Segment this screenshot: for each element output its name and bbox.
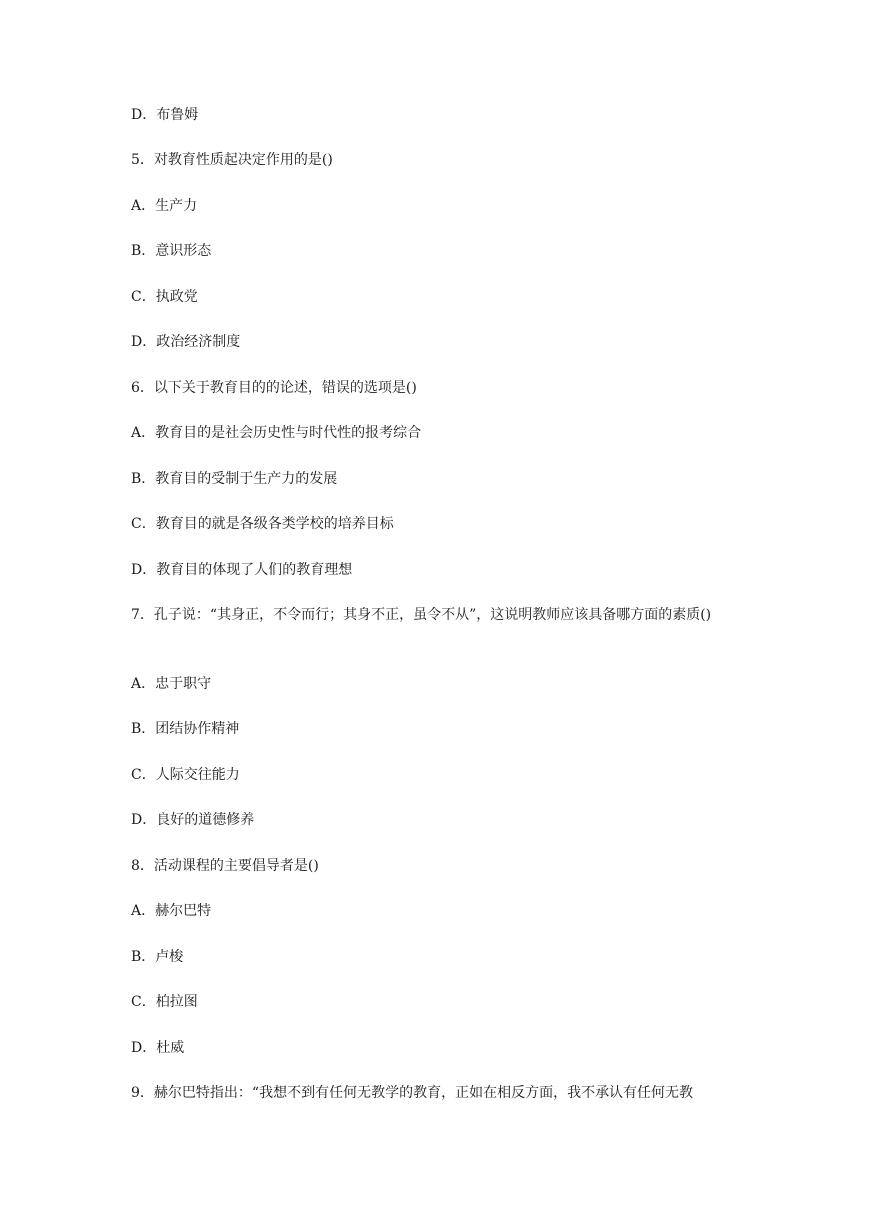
option-a-q6: A．教育目的是社会历史性与时代性的报考综合 <box>131 425 422 441</box>
option-a-q8: A．赫尔巴特 <box>131 903 212 919</box>
question-9: 9．赫尔巴特指出：“我想不到有任何无教学的教育，正如在相反方面，我不承认有任何无教 <box>131 1085 694 1101</box>
option-c-q8: C．柏拉图 <box>131 994 198 1010</box>
option-c-q6: C．教育目的就是各级各类学校的培养目标 <box>131 516 394 532</box>
question-7: 7．孔子说：“其身正，不令而行；其身不正，虽令不从”，这说明教师应该具备哪方面的素质() <box>131 607 712 623</box>
option-d-q6: D．教育目的体现了人们的教育理想 <box>131 562 353 578</box>
question-6: 6．以下关于教育目的的论述，错误的选项是() <box>131 380 417 396</box>
option-a-q5: A．生产力 <box>131 198 198 214</box>
option-d-q5: D．政治经济制度 <box>131 334 241 350</box>
option-b-q8: B．卢梭 <box>131 949 184 965</box>
option-b-q5: B．意识形态 <box>131 243 212 259</box>
option-b-q6: B．教育目的受制于生产力的发展 <box>131 471 338 487</box>
question-5: 5．对教育性质起决定作用的是() <box>131 152 333 168</box>
option-c-q7: C．人际交往能力 <box>131 767 240 783</box>
option-d-q7: D．良好的道德修养 <box>131 812 255 828</box>
option-a-q7: A．忠于职守 <box>131 676 212 692</box>
question-8: 8．活动课程的主要倡导者是() <box>131 858 319 874</box>
option-c-q5: C．执政党 <box>131 289 198 305</box>
option-d-q8: D．杜威 <box>131 1040 185 1056</box>
option-b-q7: B．团结协作精神 <box>131 721 240 737</box>
option-d-q4: D．布鲁姆 <box>131 107 199 123</box>
